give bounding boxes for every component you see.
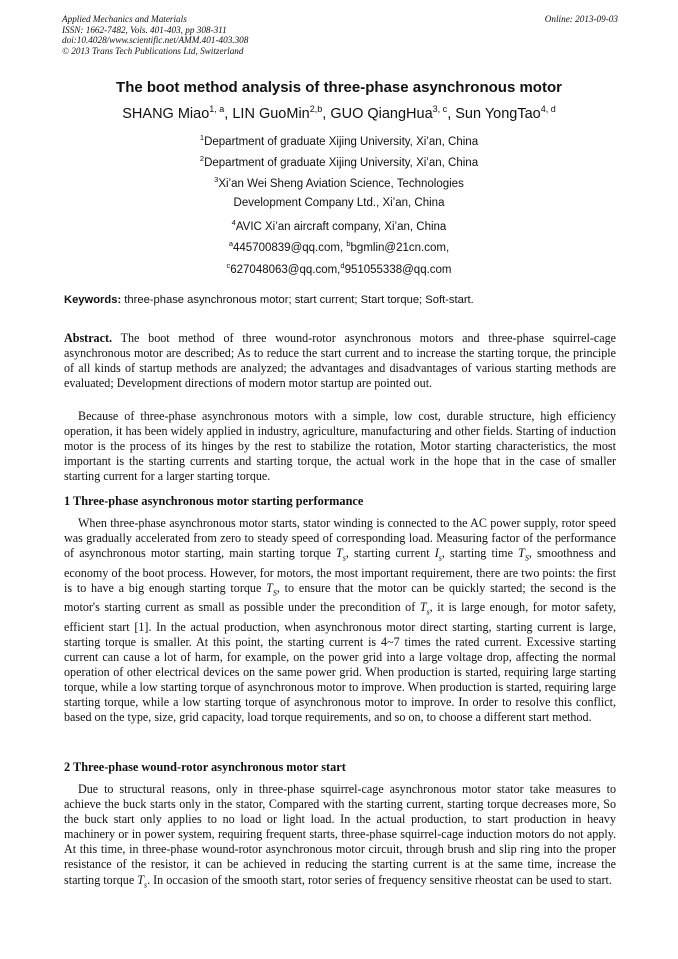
paper-title: The boot method analysis of three-phase asynchronous motor — [116, 79, 562, 96]
issn-line: ISSN: 1662-7482, Vols. 401-403, pp 308-311 — [62, 24, 227, 35]
affiliation-4: $^4$AVIC Xi’an aircraft company, Xi’an, China — [231, 218, 447, 233]
author: Sun YongTao$^{4, d}$ — [455, 104, 556, 122]
keywords-label: Keywords: — [64, 294, 122, 306]
affiliation-3: $^3$Xi’an Wei Sheng Aviation Science, Technologies — [214, 175, 464, 190]
keywords — [64, 294, 616, 306]
email-line-1: $^a$445700839@qq.com, $^b$bgmlin@21cn.com, — [228, 239, 450, 254]
doi-line: doi:10.4028/www.scientific.net/AMM.401-403.308 — [62, 35, 249, 46]
affiliation-3-cont: Development Company Ltd., Xi’an, China — [233, 197, 445, 209]
copyright-line: © 2013 Trans Tech Publications Ltd, Switzerland — [62, 45, 244, 56]
author: GUO QiangHua$^{3, c}$, — [330, 104, 456, 122]
section-1-paragraph: When three-phase asynchronous motor starts, stator winding is connected to the AC power supply, rotor speed was gradually accelerated from zero to steady speed of corresponding load. Measuring factor of the performance of asynchronous motor starting, main starting torque $T_s$, starting current $I_s$, starting time $T_S$, smoothness and economy of the boot process. However, for motors, the most important requirement, there are two points: the first is to have a big enough starting torque $T_S$, to ensure that the motor can be quickly started; the second is the motor's starting current as small as possible under the precondition of $T_s$, it is large enough, for motor safety, efficient start [1]. In the actual production, when asynchronous motor direct starting, starting current is large, starting torque is smaller. At this point, the starting current is 4~7 times the rated current. Excessive starting current can cause a lot of harm, for example, on the power grid into a large voltage drop, affecting the normal operation of other electrical devices on the same power grid. When production is started, requiring large starting torque, while a low starting torque of asynchronous motor to improve. When production is started, requiring large starting torque, while a low starting torque of asynchronous motor to improve. In order to resolve this conflict, based on the type, size, grid capacity, load torque requirements, and so on, to choose a different start method. — [64, 516, 616, 725]
affiliation-1: $^1$Department of graduate Xijing University, Xi’an, China — [199, 133, 479, 148]
section-1-heading: 1 Three-phase asynchronous motor starting performance — [64, 494, 364, 508]
journal-header — [62, 14, 618, 56]
abstract-text: The boot method of three wound-rotor asynchronous motors and three-phase squirrel-cage asynchronous motor are described; As to reduce the start current and to increase the starting torque, the principle of all kinds of startup methods are analyzed; the advantages and disadvantages of various starting methods are evaluated; Development directions of modern motor startup are pointed out. — [64, 331, 616, 391]
keywords-text: three-phase asynchronous motor; start current; Start torque; Soft-start. — [121, 294, 474, 306]
journal-name: Applied Mechanics and Materials — [62, 14, 187, 24]
email-line-2: $^c$627048063@qq.com,$^d$951055338@qq.com — [226, 261, 452, 276]
author: LIN GuoMin$^{2,b}$, — [232, 104, 331, 122]
section-2-heading: 2 Three-phase wound-rotor asynchronous motor start — [64, 760, 346, 774]
abstract — [64, 331, 616, 391]
abstract-label: Abstract. — [64, 331, 113, 345]
intro-paragraph: Because of three-phase asynchronous motors with a simple, low cost, durable structure, high efficiency operation, it has been widely applied in industry, agriculture, manufacturing and other fields. Starting of induction motor is the process of its hinges by the rest to stabilize the rotation, Motor starting characteristics, the most important is the starting currents and starting torque, the actual work in the hope that in the case of smaller starting current for a larger starting torque. — [64, 409, 616, 484]
section-2-paragraph: Due to structural reasons, only in three-phase squirrel-cage asynchronous motor stator take measures to achieve the buck starts only in the stator, Compared with the starting current, starting torque decreases more, So the buck start only applies to no load or light load. In the actual production, to start production in heavy machinery or in power system, requiring frequent starts, three-phase squirrel-cage induction motors do not apply. At this time, in three-phase wound-rotor asynchronous motor circuit, through brush and slip ring into the proper resistance of the resistor, it can be achieved in reducing the starting current is at the same time, increase the starting torque $T_s$. In occasion of the smooth start, rotor series of frequency sensitive rheostat can be used to start. — [64, 782, 616, 889]
affiliation-2: $^2$Department of graduate Xijing University, Xi’an, China — [199, 154, 479, 169]
online-date: Online: 2013-09-03 — [544, 14, 618, 24]
author: SHANG Miao$^{1, a}$, — [122, 104, 233, 122]
author-list — [0, 104, 678, 122]
